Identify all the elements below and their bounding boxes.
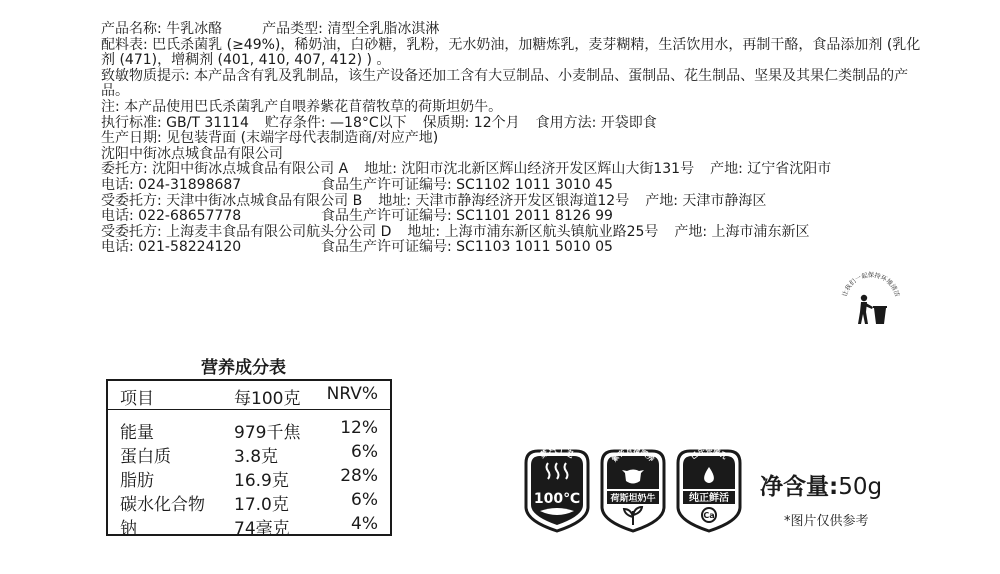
production-date: 生产日期: 见包装背面 (末端字母代表制造商/对应产地) — [101, 130, 439, 147]
entrusted-a-line — [101, 162, 921, 178]
phone-a: 电话: 024-31898687 — [101, 176, 242, 193]
ingredients: 配料表: 巴氏杀菌乳 (≥49%)，稀奶油，白砂糖，乳粉，无水奶油，加糖炼乳，麦芽糊精，生活饮用水，再制干酪，食品添加剂 (乳化剂 (471)，增稠剂 (401, 410, 407, 412) ) 。 — [101, 36, 921, 69]
product-type: 产品类型: 清型全乳脂冰淇淋 — [262, 21, 440, 37]
net-content-label: 净含量: — [760, 474, 839, 500]
nutrient-name: 能量 — [120, 423, 154, 443]
badge3-top-text: 巴氏杀菌乳 — [689, 447, 729, 462]
license-a: 食品生产许可证编号: SC1102 1011 3010 45 — [321, 176, 613, 193]
net-content — [760, 468, 882, 501]
phone-a-line — [101, 178, 921, 194]
nutrient-amount: 17.0克 — [234, 495, 289, 515]
address-a: 地址: 沈阳市沈北新区辉山经济开发区辉山大街131号 — [364, 161, 695, 178]
calcium-icon: Ca — [703, 511, 715, 520]
address-d: 地址: 上海市浦东新区航头镇航业路25号 — [407, 223, 659, 240]
standard-line — [101, 116, 921, 132]
header-nrv: NRV% — [326, 384, 378, 404]
usage: 食用方法: 开袋即食 — [535, 114, 657, 131]
nutrient-amount: 16.9克 — [234, 471, 289, 491]
phone-d-line — [101, 240, 921, 256]
milk-note: 注: 本产品使用巴氏杀菌乳产自喂养紫花苜蓿牧草的荷斯坦奶牛。 — [101, 98, 503, 115]
nutrient-nrv: 4% — [351, 514, 378, 534]
phone-d: 电话: 021-58224120 — [101, 239, 242, 256]
nutrient-name: 脂肪 — [120, 471, 154, 491]
shelf-life: 保质期: 12个月 — [422, 114, 520, 131]
table-row — [108, 415, 390, 443]
badge2-top-text: 紫花苜蓿喂养 — [610, 446, 656, 464]
product-info — [101, 22, 921, 256]
tidy-man-recycle-icon — [840, 268, 902, 326]
nutrition-title: 营养成分表 — [201, 358, 286, 378]
badge1-main-text: 100℃ — [533, 491, 581, 507]
recycle-slogan: 让我们一起保持环境清洁 — [841, 272, 901, 298]
badge2-main-text: 荷斯坦奶牛 — [610, 494, 656, 504]
entrusted-d-line — [101, 225, 921, 241]
nutrient-nrv: 28% — [340, 466, 378, 486]
entrusted-b: 受委托方: 天津中街冰点城食品有限公司 B — [101, 192, 363, 209]
nutrient-amount: 979千焦 — [234, 423, 301, 443]
nutrient-nrv: 12% — [340, 418, 378, 438]
standard: 执行标准: GB/T 31114 — [101, 114, 249, 131]
holstein-cow-badge — [598, 445, 668, 533]
nutrient-name: 钠 — [120, 519, 137, 539]
nutrient-amount: 3.8克 — [234, 447, 279, 467]
entrusted-d: 受委托方: 上海麦丰食品有限公司航头分公司 D — [101, 223, 392, 240]
badge3-main-text: 纯正鲜活 — [689, 493, 729, 504]
product-name: 产品名称: 牛乳冰酪 — [101, 21, 223, 37]
origin-d: 产地: 上海市浦东新区 — [674, 223, 810, 240]
storage: 贮存条件: —18°C以下 — [264, 114, 407, 131]
nutrient-name: 碳水化合物 — [120, 495, 205, 515]
net-content-value: 50g — [838, 474, 883, 500]
phone-b: 电话: 022-68657778 — [101, 208, 242, 225]
nutrient-nrv: 6% — [351, 490, 378, 510]
company-name: 沈阳中街冰点城食品有限公司 — [101, 145, 283, 162]
origin-a: 产地: 辽宁省沈阳市 — [710, 161, 832, 178]
header-item: 项目 — [120, 389, 154, 409]
image-disclaimer: *图片仅供参考 — [784, 514, 869, 529]
pasteurized-milk-badge — [674, 445, 744, 533]
steam-100c-badge — [522, 445, 592, 533]
entrusted-a: 委托方: 沈阳中街冰点城食品有限公司 A — [101, 161, 349, 178]
nutrient-amount: 74毫克 — [234, 519, 290, 539]
license-b: 食品生产许可证编号: SC1101 2011 8126 99 — [321, 208, 613, 225]
nutrient-name: 蛋白质 — [120, 447, 171, 467]
table-row — [108, 487, 390, 515]
badge1-top-text: 蒸汽工艺 — [538, 445, 576, 460]
nutrition-table — [106, 379, 392, 539]
address-b: 地址: 天津市静海经济开发区银海道12号 — [378, 192, 630, 209]
entrusted-b-line — [101, 194, 921, 210]
nutrition-header-row — [108, 381, 390, 410]
table-row — [108, 439, 390, 467]
table-row — [108, 463, 390, 491]
header-per100g: 每100克 — [234, 389, 301, 409]
name-type-line — [101, 22, 921, 38]
allergen-warning: 致敏物质提示: 本产品含有乳及乳制品，该生产设备还加工含有大豆制品、小麦制品、蛋制品、花生制品、坚果及其果仁类制品的产品。 — [101, 67, 909, 100]
nutrient-nrv: 6% — [351, 442, 378, 462]
origin-b: 产地: 天津市静海区 — [645, 192, 767, 209]
table-row — [108, 511, 390, 539]
phone-b-line — [101, 209, 921, 225]
leaf-icon — [624, 507, 642, 525]
license-d: 食品生产许可证编号: SC1103 1011 5010 05 — [321, 239, 613, 256]
